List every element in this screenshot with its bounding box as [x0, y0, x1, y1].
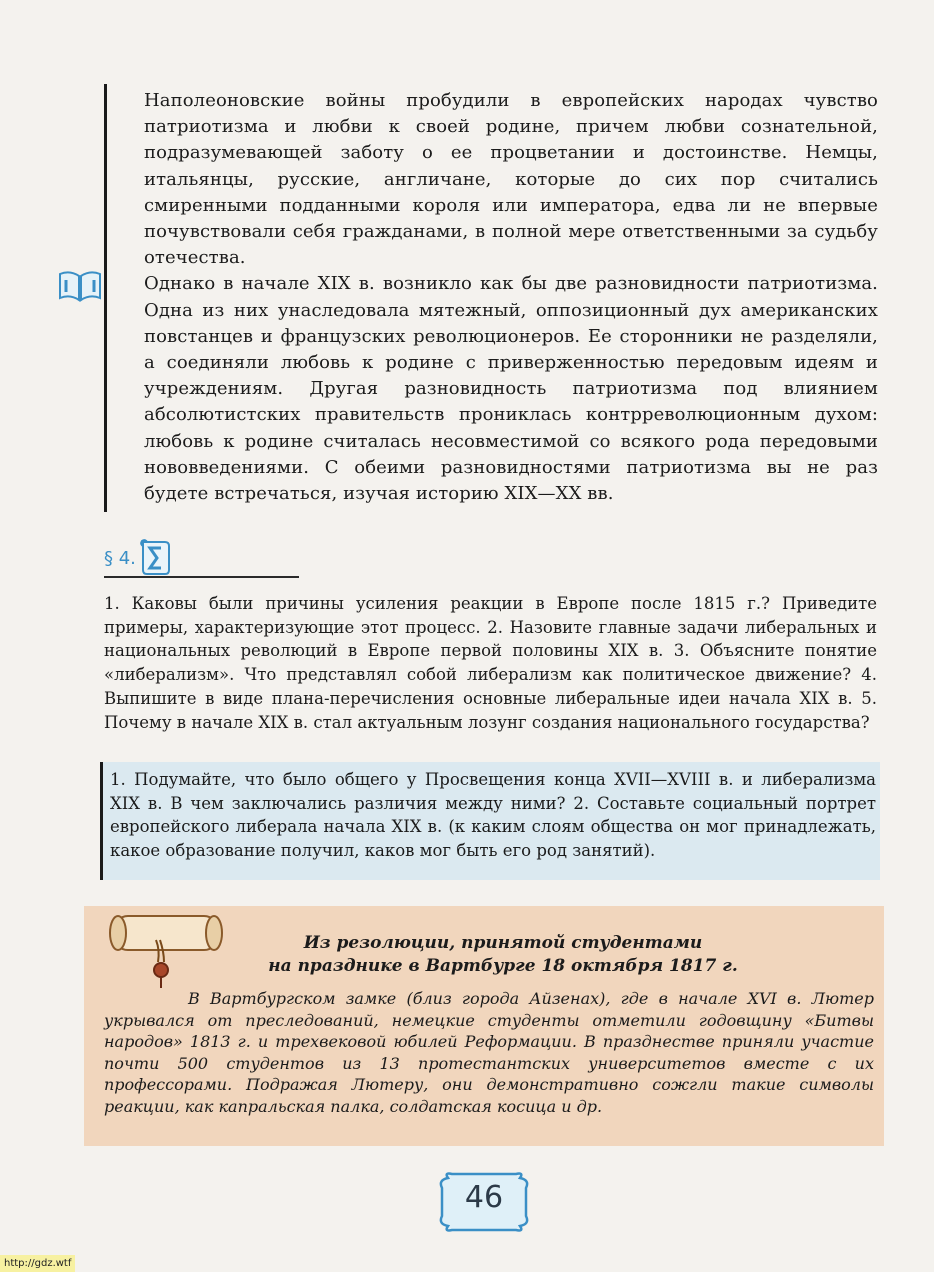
open-book-icon: [58, 268, 102, 302]
page-number: 46: [464, 1180, 504, 1215]
section-marker: [104, 538, 172, 578]
review-questions: 1. Каковы были причины усиления реакции в Европе после 1815 г.? Приведите примеры, характеризующие этот процесс. 2. Назовите главные задачи либеральных и национальных революций в Европе первой половины XIX в. 3. Объясните понятие «либерализм». Что представлял собой либерализм как политическое движение? 4. Выпишите в виде плана-перечисления основные либеральные идеи начала XIX в. 5. Почему в начале XIX в. стал актуальным лозунг создания национального государства?: [104, 594, 877, 732]
source-title-line-2: на празднике в Вартбурге 18 октября 1817 г.: [268, 956, 738, 976]
section-label: § 4.: [104, 547, 136, 569]
source-title-line-1: Из резолюции, принятой студентами: [303, 933, 703, 953]
source-text: В Вартбургском замке (близ города Айзенах), где в начале XVI в. Лютер укрывался от преследований, немецкие студенты отметили годовщину «Битвы народов» 1813 г. и трехвековой юбилей Реформации. В празднестве приняли участие почти 500 студентов из 13 протестантских университетов вместе с их профессорами. Подражая Лютеру, они демонстративно сожгли такие символы реакции, как капральская палка, солдатская косица и др.: [104, 989, 874, 1116]
main-text-block: [104, 84, 880, 510]
paragraph-2: Однако в начале XIX в. возникло как бы две разновидности патриотизма. Одна из них унаследовала мятежный, оппозиционный дух американских повстанцев и французских революционеров. Ее сторонники не разделяли, а соединяли любовь к родине с приверженностью передовым идеям и учреждениям. Другая разновидность патриотизма под влиянием абсолютистских правительств прониклась контрреволюционным духом: любовь к родине считалась несовместимой со всякого рода передовыми нововведениями. С обеими разновидностями патриотизма вы не раз будете встречаться, изучая историю XIX—XX вв.: [144, 273, 878, 505]
parchment-scroll-icon: [104, 910, 228, 990]
section-divider: [104, 576, 299, 578]
task-text: 1. Подумайте, что было общего у Просвещения конца XVII—XVIII в. и либерализма XIX в. В чем заключались различия между ними? 2. Составьте социальный портрет европейского либерала начала XIX в. (к каким слоям общества он мог принадлежать, какое образование получил, каков мог быть его род занятий).: [110, 770, 876, 861]
scroll-sigma-icon: [138, 538, 172, 578]
main-left-rule: [104, 84, 107, 512]
source-title: [230, 932, 776, 978]
main-text: [144, 88, 878, 507]
paragraph-1: Наполеоновские войны пробудили в европейских народах чувство патриотизма и любви к своей родине, причем любви сознательной, подразумевающей заботу о ее процветании и достоинстве. Немцы, итальянцы, русские, англичане, которые до сих пор считались смиренными подданными короля или императора, едва ли не впервые почувствовали себя гражданами, в полной мере ответственными за судьбу отечества.: [144, 90, 878, 269]
task-left-rule: [100, 762, 103, 880]
task-box: [100, 762, 880, 880]
site-watermark[interactable]: http://gdz.wtf: [0, 1255, 75, 1272]
